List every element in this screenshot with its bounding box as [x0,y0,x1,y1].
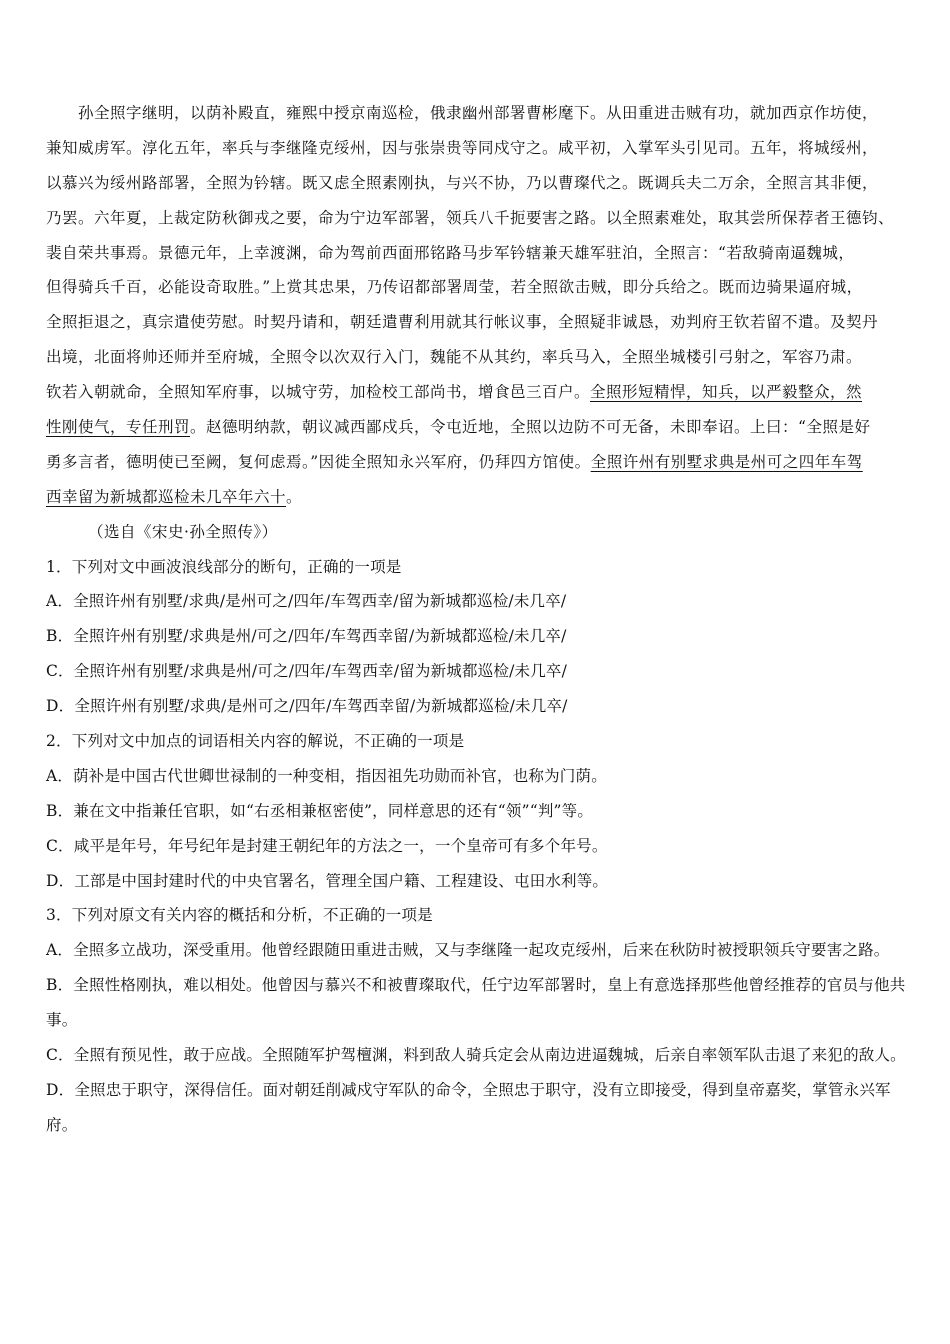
underlined-text: 性刚使气，专任刑罚 [46,418,191,437]
passage-text: 但得骑兵千百，必能设奇取胜。”上赏其忠果，乃传诏都部署周莹，若全照欲击贼，即分兵给之。既而边骑果逼府城， [46,278,863,297]
wavy-underlined-text: 全照许州有别墅求典是州可之四年车驾 [590,452,863,471]
passage-text: 裴自荣共事焉。景德元年，上幸渡渊，命为驾前西面邢铭路马步军钤辖兼天雄军驻泊，全照言：“若敌骑南逼魏城， [46,243,855,262]
option-c: C．全照许州有别墅/求典是州/可之/四年/车驾西幸/留为新城都巡检/未几卒/ [46,662,568,681]
option-a: A．荫补是中国古代世卿世禄制的一种变相，指因祖先功勋而补官，也称为门荫。 [46,766,607,785]
passage-line [46,305,908,340]
passage-line [46,340,908,375]
passage-text: 兼知威虏军。淳化五年，率兵与李继隆克绥州，因与张崇贵等同戍守之。咸平初，入掌军头引见司。五年，将城绥州， [46,138,879,157]
passage-line [46,236,908,271]
question-2 [46,724,908,898]
option-c: C．全照有预见性，敢于应战。全照随军护驾檀渊，料到敌人骑兵定会从南边进逼魏城，后亲自率领军队击退了来犯的敌人。 [46,1046,906,1065]
document-page [46,96,908,1143]
passage-text: 勇多言者，德明使已至阙，复何虑焉。”因徙全照知永兴军府，仍拜四方馆使。 [46,452,591,471]
option-d: D．全照忠于职守，深得信任。面对朝廷削减戍守军队的命令，全照忠于职守，没有立即接受，得到皇帝嘉奖，掌管永兴军府。 [46,1081,891,1134]
option-a: A．全照多立战功，深受重用。他曾经跟随田重进击贼，又与李继隆一起攻克绥州，后来在秋防时被授职领兵守要害之路。 [46,941,890,960]
question-stem: 3．下列对原文有关内容的概括和分析，不正确的一项是 [46,906,433,925]
passage-line [46,410,908,445]
passage-text: 全照拒退之，真宗遣使劳慰。时契丹请和，朝廷遣曹利用就其行帐议事，全照疑非诚恳，劝判府王钦若留不遣。及契丹 [46,313,879,332]
passage-text: 以慕兴为绥州路部署，全照为钤辖。既又虑全照素刚执，与兴不协，乃以曹璨代之。既调兵夫二万余，全照言其非便， [46,173,879,192]
passage-line [46,480,908,515]
passage [46,96,908,550]
passage-text: 出境，北面将帅还师并至府城，全照令以次双行入门，魏能不从其约，率兵马入，全照坐城楼引弓射之，军容乃肃。 [46,348,863,367]
option-c: C．咸平是年号，年号纪年是封建王朝纪年的方法之一，一个皇帝可有多个年号。 [46,836,608,855]
question-3 [46,898,908,1142]
option-b: B．全照性格刚执，难以相处。他曾因与慕兴不和被曹璨取代，任宁边军部署时，皇上有意选择那些他曾经推荐的官员与他共事。 [46,976,906,1030]
passage-text: 乃罢。六年夏，上裁定防秋御戎之要，命为宁边军部署，领兵八千扼要害之路。以全照素难处，取其尝所保荐者王德钧、 [46,208,895,227]
option-b: B．兼在文中指兼任官职，如“右丞相兼枢密使”，同样意思的还有“领”“判”等。 [46,801,594,820]
option-a: A．全照许州有别墅/求典/是州可之/四年/车驾西幸/留为新城都巡检/未几卒/ [46,592,567,611]
option-b: B．全照许州有别墅/求典是州/可之/四年/车驾西幸留/为新城都巡检/未几卒/ [46,627,567,646]
question-stem: 2．下列对文中加点的词语相关内容的解说，不正确的一项是 [46,732,465,751]
wavy-underlined-text: 西幸留为新城都巡检未几卒年六十 [46,487,287,506]
passage-line [46,375,908,410]
question-stem: 1．下列对文中画波浪线部分的断句，正确的一项是 [46,557,402,576]
passage-source: （选自《宋史·孙全照传》） [88,522,278,541]
option-d: D．工部是中国封建时代的中央官署名，管理全国户籍、工程建设、屯田水利等。 [46,871,609,890]
option-d: D．全照许州有别墅/求典/是州可之/四年/车驾西幸留/为新城都巡检/未几卒/ [46,697,568,716]
passage-text: 。赵德明纳款，朝议减西鄙戍兵，令屯近地，全照以边防不可无备，未即奉诏。上曰：“全照是好 [190,418,871,437]
passage-text: 孙全照字继明，以荫补殿直，雍熙中授京南巡检，俄隶幽州部署曹彬麾下。从田重进击贼有功，就加西京作坊使， [78,104,879,122]
passage-text: 钦若入朝就命，全照知军府事，以城守劳，加检校工部尚书，增食邑三百户。 [46,383,591,402]
passage-line [46,445,908,480]
passage-line [46,201,908,236]
passage-text: 。 [286,487,303,506]
question-1 [46,550,908,724]
underlined-text: 全照形短精悍，知兵，以严毅整众，然 [590,383,863,402]
passage-line [46,131,908,166]
passage-line [46,96,908,131]
passage-line [46,166,908,201]
passage-line [46,270,908,305]
